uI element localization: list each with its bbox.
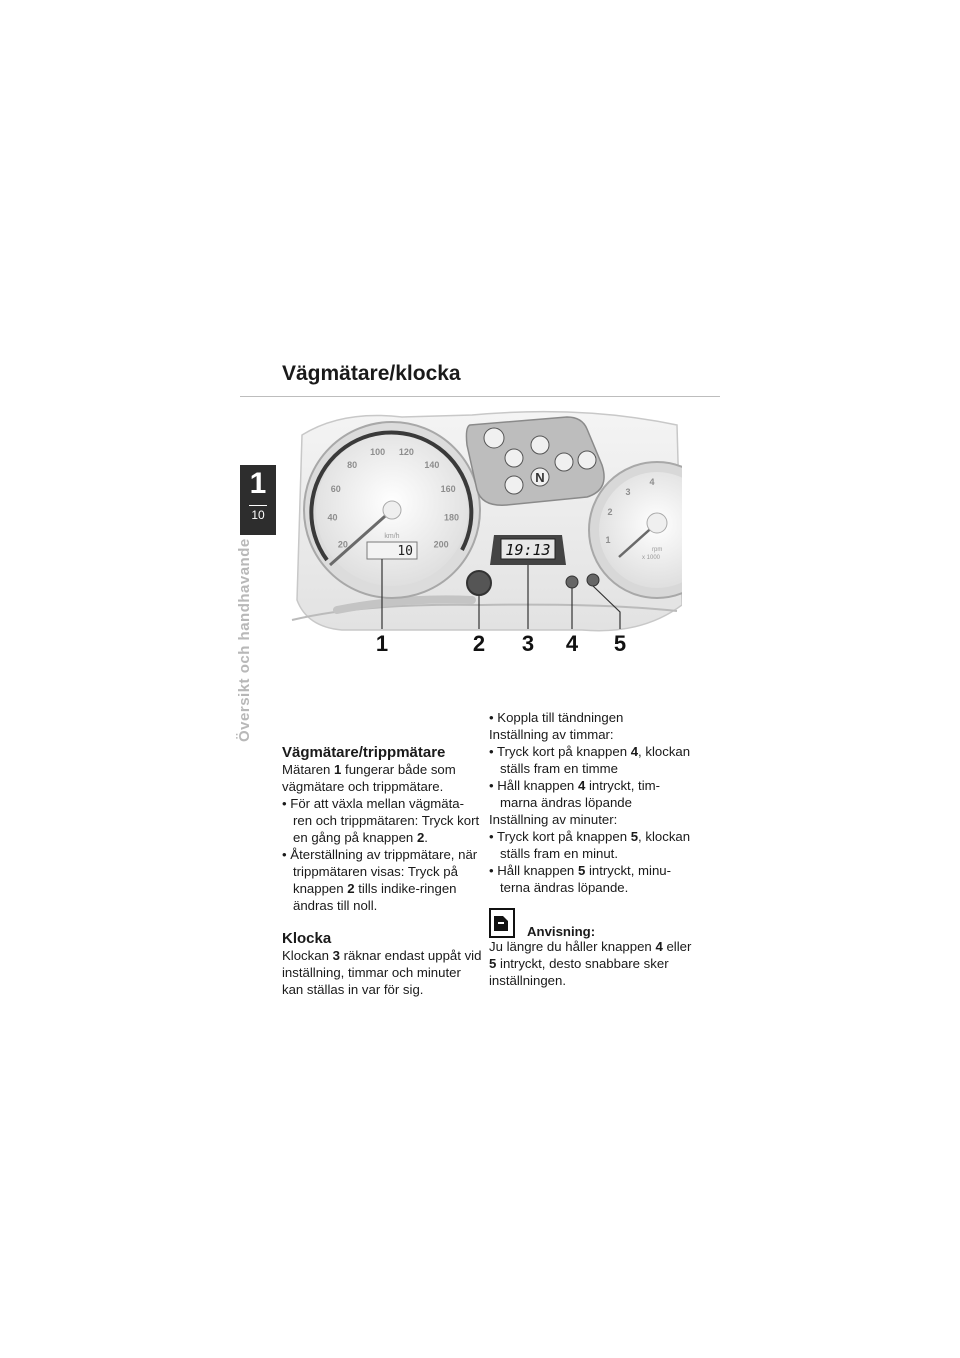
heading-trip-odometer: Vägmätare/trippmätare bbox=[282, 744, 446, 761]
rpm-unit: rpm bbox=[652, 547, 663, 553]
speed-tick: 180 bbox=[443, 512, 460, 523]
callout-2: 2 bbox=[472, 631, 486, 656]
minute-button bbox=[587, 574, 599, 586]
page-number: 10 bbox=[251, 508, 265, 522]
callout-4: 4 bbox=[565, 631, 579, 656]
rpm-multiplier: x 1000 bbox=[642, 555, 661, 561]
list-item: • Tryck kort på knappen 4, klockan ställs fram en timme bbox=[489, 744, 691, 776]
tab-divider bbox=[249, 505, 267, 506]
rpm-tick: 2 bbox=[607, 507, 613, 517]
speed-unit: km/h bbox=[384, 533, 400, 540]
list-item: • Håll knappen 5 intryckt, minu-terna ändras löpande. bbox=[489, 863, 672, 895]
paragraph: Klockan 3 räknar endast uppåt vid inställning, timmar och minuter kan ställas in var för sig. bbox=[282, 948, 482, 997]
note-icon bbox=[489, 908, 515, 938]
speed-tick: 140 bbox=[424, 460, 440, 471]
speed-tick: 40 bbox=[327, 512, 338, 523]
clock-display: 19:13 bbox=[505, 541, 551, 559]
callout-5: 5 bbox=[613, 631, 627, 656]
speed-tick: 80 bbox=[347, 460, 358, 471]
speed-tick: 60 bbox=[330, 483, 341, 494]
title-divider bbox=[240, 396, 720, 397]
odometer-display: 10 bbox=[397, 544, 413, 559]
callout-1: 1 bbox=[375, 631, 389, 656]
right-column bbox=[489, 709, 694, 989]
speed-tick: 160 bbox=[440, 483, 456, 494]
subheading: Inställning av minuter: bbox=[489, 812, 618, 827]
subheading: Inställning av timmar: bbox=[489, 727, 614, 742]
chapter-tab bbox=[240, 465, 276, 535]
hour-button bbox=[566, 576, 578, 588]
speedometer bbox=[304, 422, 480, 598]
callout-3: 3 bbox=[521, 631, 535, 656]
warning-light-panel bbox=[466, 417, 604, 505]
rpm-tick: 1 bbox=[605, 535, 611, 545]
speed-tick: 200 bbox=[433, 539, 449, 550]
note-header bbox=[489, 908, 694, 938]
chapter-number: 1 bbox=[249, 467, 267, 500]
list-item: • För att växla mellan vägmäta-ren och trippmätaren: Tryck kort en gång på knappen 2. bbox=[282, 796, 480, 845]
speed-tick: 120 bbox=[398, 446, 414, 457]
clock bbox=[490, 535, 566, 565]
heading-clock: Klocka bbox=[282, 930, 332, 947]
speed-tick: 100 bbox=[370, 446, 386, 457]
list-item: • Håll knappen 4 intryckt, tim-marna ändras löpande bbox=[489, 778, 661, 810]
left-column bbox=[282, 744, 482, 998]
list-item: • Koppla till tändningen bbox=[489, 710, 624, 725]
section-label: Översikt och handhavande bbox=[236, 538, 253, 742]
neutral-indicator: N bbox=[535, 470, 545, 485]
list-item: • Återställning av trippmätare, när trippmätaren visas: Tryck på knappen 2 tills indike-ringen ändras till noll. bbox=[282, 847, 478, 913]
page-title: Vägmätare/klocka bbox=[282, 362, 461, 385]
instrument-cluster-figure bbox=[282, 405, 682, 680]
speed-tick: 20 bbox=[337, 539, 348, 550]
list-item: • Tryck kort på knappen 5, klockan ställs fram en minut. bbox=[489, 829, 691, 861]
rpm-tick: 3 bbox=[625, 487, 631, 497]
rpm-tick: 4 bbox=[649, 477, 655, 487]
note-label: Anvisning: bbox=[527, 924, 596, 939]
note-text: Ju längre du håller knappen 4 eller 5 intryckt, desto snabbare sker inställningen. bbox=[489, 939, 692, 988]
paragraph: Mätaren 1 fungerar både som vägmätare och trippmätare. bbox=[282, 762, 456, 794]
trip-reset-button bbox=[467, 571, 491, 595]
